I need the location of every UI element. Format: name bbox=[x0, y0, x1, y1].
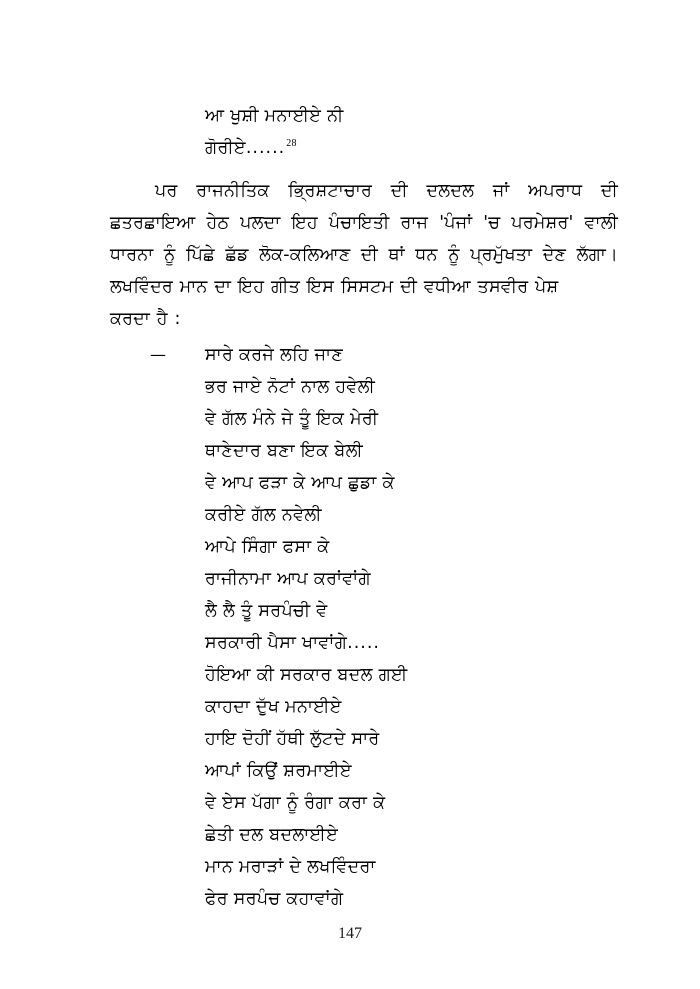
verse-line bbox=[110, 659, 618, 691]
verse-line bbox=[110, 627, 618, 659]
verse-line bbox=[110, 851, 618, 883]
verse-line bbox=[110, 435, 618, 467]
body-paragraph: ਪਰ ਰਾਜਨੀਤਿਕ ਭ੍ਰਿਸ਼ਟਾਚਾਰ ਦੀ ਦਲਦਲ ਜਾਂ ਅਪਰਾਧ ਦੀ ਛਤਰਛਾਇਆ ਹੇਠ ਪਲਦਾ ਇਹ ਪੰਚਾਇਤੀ ਰਾਜ 'ਪੰਜਾਂ 'ਚ ਪਰਮੇਸ਼ਰ' ਵਾਲੀ ਧਾਰਨਾ ਨੂੰ ਪਿੱਛੇ ਛੱਡ ਲੋਕ-ਕਲਿਆਣ ਦੀ ਥਾਂ ਧਨ ਨੂੰ ਪ੍ਰਮੁੱਖਤਾ ਦੇਣ ਲੱਗਾ। ਲਖਵਿੰਦਰ ਮਾਨ ਦਾ ਇਹ ਗੀਤ ਇਸ ਸਿਸਟਮ ਦੀ ਵਧੀਆ ਤਸਵੀਰ ਪੇਸ਼ bbox=[110, 181, 618, 297]
verse-line bbox=[110, 339, 618, 371]
verse-line bbox=[110, 755, 618, 787]
verse-line bbox=[110, 819, 618, 851]
verse-line bbox=[110, 371, 618, 403]
verse-line bbox=[110, 499, 618, 531]
verse-line-text: ਸਰਕਾਰੀ ਪੈਸਾ ਖਾਵਾਂਗੇ bbox=[205, 633, 348, 653]
quote-line-text: ਆ ਖੁਸ਼ੀ ਮਨਾਈਏ ਨੀ bbox=[205, 106, 344, 126]
footnote-marker: 28 bbox=[286, 138, 297, 150]
verse-line bbox=[110, 787, 618, 819]
quote-line bbox=[205, 100, 618, 132]
verse-line-text: ਵੇ ਗੱਲ ਮੰਨੇ ਜੇ ਤੂੰ ਇਕ ਮੇਰੀ bbox=[205, 409, 379, 429]
ellipsis: ..... bbox=[347, 633, 380, 653]
verse-line-text: ਲੈ ਲੈ ਤੂੰ ਸਰਪੰਚੀ ਵੇ bbox=[205, 601, 328, 621]
verse-line bbox=[110, 563, 618, 595]
verse-line bbox=[110, 883, 618, 915]
page-content bbox=[110, 100, 618, 915]
verse-line-text: ਸਾਰੇ ਕਰਜੇ ਲਹਿ ਜਾਣ bbox=[205, 345, 344, 365]
verse-line bbox=[110, 531, 618, 563]
page-number: 147 bbox=[338, 925, 362, 942]
verse-line bbox=[110, 467, 618, 499]
verse-line-text: ਰਾਜੀਨਾਮਾ ਆਪ ਕਰਾਂਵਾਂਗੇ bbox=[205, 569, 371, 589]
dash-bullet-icon: — bbox=[150, 345, 167, 364]
verse-line-text: ਕਰੀਏ ਗੱਲ ਨਵੇਲੀ bbox=[205, 505, 322, 525]
verse-line bbox=[110, 723, 618, 755]
verse-line-text: ਹੋਇਆ ਕੀ ਸਰਕਾਰ ਬਦਲ ਗਈ bbox=[205, 665, 408, 685]
verse-line-text: ਆਪੇ ਸਿੰਗਾ ਫਸਾ ਕੇ bbox=[205, 537, 330, 557]
verse-line-text: ਕਾਹਦਾ ਦੁੱਖ ਮਨਾਈਏ bbox=[205, 697, 342, 717]
verse-line-text: ਵੇ ਏਸ ਪੱਗਾ ਨੂੰ ਰੰਗਾ ਕਰਾ ਕੇ bbox=[205, 793, 386, 813]
verse-line-text: ਮਾਨ ਮਰਾੜਾਂ ਦੇ ਲਖਵਿੰਦਰਾ bbox=[205, 857, 376, 877]
verse-line bbox=[110, 691, 618, 723]
verse-line-text: ਭਰ ਜਾਏ ਨੋਟਾਂ ਨਾਲ ਹਵੇਲੀ bbox=[205, 377, 376, 397]
verse-line-text: ਵੇ ਆਪ ਫੜਾ ਕੇ ਆਪ ਛੁਡਾ ਕੇ bbox=[205, 473, 395, 493]
opening-quote-block bbox=[110, 100, 618, 164]
verse-line-text: ਫੇਰ ਸਰਪੰਚ ਕਹਾਵਾਂਗੇ bbox=[205, 889, 344, 909]
verse-block bbox=[110, 339, 618, 915]
quote-line bbox=[205, 132, 618, 164]
verse-line bbox=[110, 595, 618, 627]
verse-line-text: ਆਪਾਂ ਕਿਉਂ ਸ਼ਰਮਾਈਏ bbox=[205, 761, 352, 781]
verse-line-text: ਹਾਇ ਦੋਹੀਂ ਹੱਥੀ ਲੁੱਟਦੇ ਸਾਰੇ bbox=[205, 729, 380, 749]
verse-line bbox=[110, 403, 618, 435]
quote-line-text: ਗੋਰੀਏ bbox=[205, 138, 246, 158]
body-paragraph-last-line: ਕਰਦਾ ਹੈ : bbox=[110, 309, 181, 329]
verse-line-text: ਥਾਣੇਦਾਰ ਬਣਾ ਇਕ ਬੇਲੀ bbox=[205, 441, 363, 461]
ellipsis: ...... bbox=[245, 138, 286, 158]
verse-line-text: ਛੇਤੀ ਦਲ ਬਦਲਾਈਏ bbox=[205, 825, 339, 845]
